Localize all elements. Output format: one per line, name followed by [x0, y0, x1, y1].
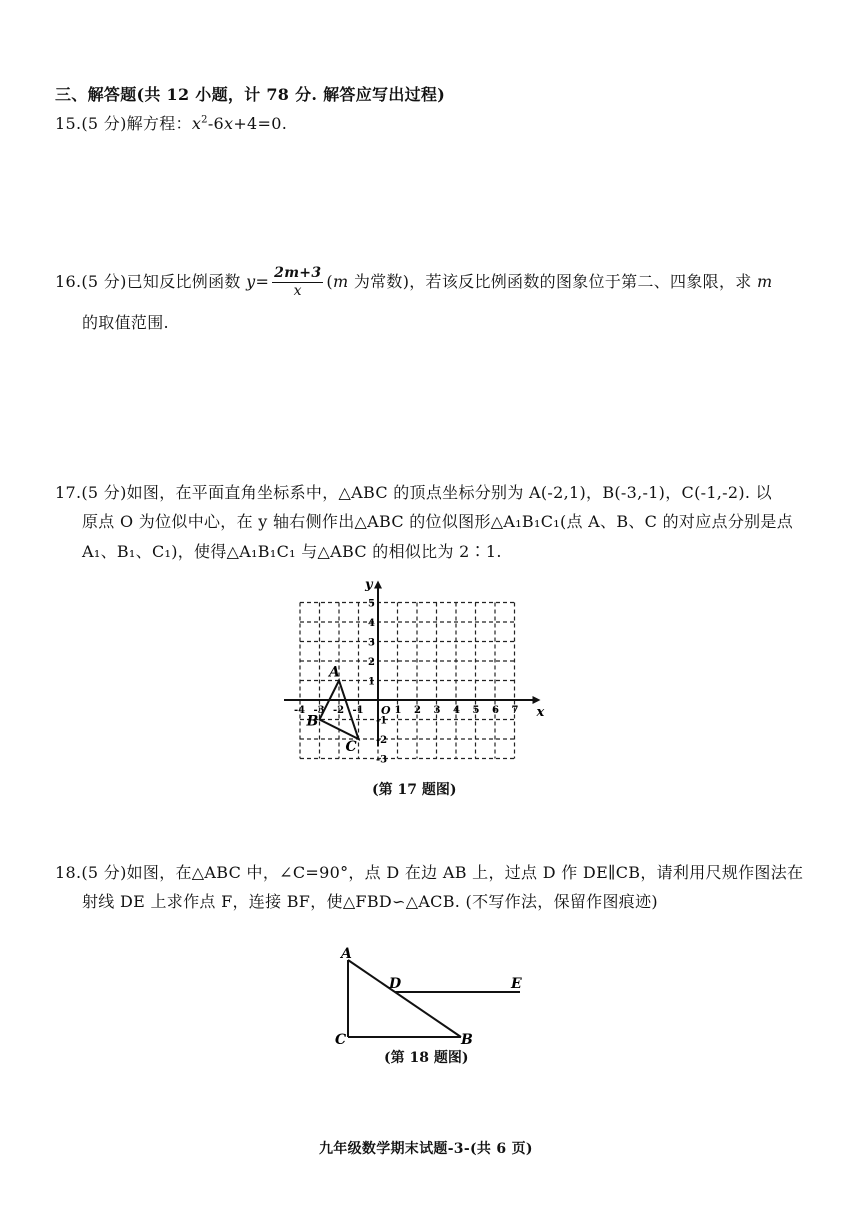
- label-b: B: [461, 1032, 473, 1048]
- x-tick-label: 5: [472, 705, 480, 716]
- x-tick-label: -1: [352, 705, 364, 716]
- q15-score: (5 分): [81, 114, 127, 133]
- x-axis-label: x: [536, 705, 545, 720]
- label-a: A: [341, 946, 352, 962]
- segment-ab: [348, 960, 461, 1037]
- q16-m-var2: m: [756, 272, 773, 291]
- q16-text1: 已知反比例函数: [126, 272, 241, 291]
- q18-line1: 如图，在△ABC 中，∠C=90°，点 D 在边 AB 上，过点 D 作 DE∥CB，请利用尺规作图法在: [126, 863, 804, 882]
- q18-caption: (第 18 题图): [384, 1050, 469, 1066]
- x-tick-label: 4: [453, 705, 460, 716]
- x-tick-label: 1: [394, 705, 402, 716]
- q15-eq-tail: +4=0.: [233, 114, 288, 133]
- x-tick-label: -3: [313, 705, 325, 716]
- x-axis-arrow: [533, 696, 541, 704]
- q17-coordinate-graph: [280, 565, 550, 780]
- page-footer: 九年级数学期末试题-3-(共 6 页): [319, 1141, 533, 1157]
- label-c: C: [335, 1032, 347, 1048]
- q17-caption: (第 17 题图): [372, 782, 457, 798]
- q18-triangle-figure: [325, 940, 535, 1050]
- y-tick-label: 4: [368, 618, 375, 629]
- q17-line2: 原点 O 为位似中心，在 y 轴右侧作出△ABC 的位似图形△A₁B₁C₁(点 A、B、C 的对应点分别是点: [82, 512, 794, 531]
- x-tick-label: 2: [414, 705, 421, 716]
- x-tick-label: 7: [511, 705, 519, 716]
- q15-number: 15.: [55, 114, 82, 133]
- q18-score: (5 分): [81, 863, 127, 882]
- q15-prefix: 解方程：: [126, 114, 192, 133]
- question-15: [55, 113, 287, 135]
- q16-number: 16.: [55, 272, 82, 291]
- q16-text2: (: [326, 272, 333, 291]
- q18-number: 18.: [55, 863, 82, 882]
- q16-frac-numerator: 2m+3: [274, 265, 322, 281]
- label-e: E: [511, 976, 522, 992]
- q17-number: 17.: [55, 483, 82, 502]
- y-tick-label: -3: [376, 754, 388, 766]
- q15-eq-x: x: [191, 114, 202, 133]
- tick-labels: [294, 599, 519, 766]
- grid: [300, 603, 515, 759]
- q16-fraction: [272, 265, 323, 300]
- y-tick-label: -2: [376, 735, 388, 746]
- q15-eq-coef: -6: [207, 114, 224, 133]
- x-tick-label: -4: [294, 705, 306, 716]
- x-tick-label: 6: [492, 705, 499, 716]
- question-16: [55, 262, 772, 302]
- section-header: 三、解答题(共 12 小题，计 78 分. 解答应写出过程): [55, 85, 446, 104]
- question-18: [55, 862, 803, 884]
- q17-line1: 如图，在平面直角坐标系中，△ABC 的顶点坐标分别为 A(-2,1)，B(-3,-1)，C(-1,-2). 以: [126, 483, 772, 502]
- q17-line3: A₁、B₁、C₁)，使得△A₁B₁C₁ 与△ABC 的相似比为 2∶1.: [82, 542, 502, 561]
- y-tick-label: 2: [368, 657, 375, 668]
- q16-score: (5 分): [81, 272, 127, 291]
- y-tick-label: 1: [368, 676, 375, 688]
- q15-eq-x2: x: [224, 114, 234, 133]
- q16-y-equals: y=: [246, 272, 270, 291]
- q17-score: (5 分): [81, 483, 127, 502]
- x-tick-label: 3: [433, 705, 441, 716]
- q16-frac-denominator: x: [293, 283, 302, 299]
- question-17: [55, 482, 772, 504]
- q15-eq-exponent: 2: [201, 114, 208, 126]
- y-tick-label: 3: [368, 637, 375, 649]
- q18-line2: 射线 DE 上求作点 F，连接 BF，使△FBD∽△ACB. (不写作法，保留作图痕迹): [82, 892, 658, 911]
- y-axis-arrow: [374, 581, 382, 589]
- label-d: D: [389, 976, 402, 992]
- y-tick-label: 5: [368, 598, 375, 610]
- x-tick-label: -2: [333, 705, 345, 716]
- q16-m-var: m: [332, 272, 349, 291]
- origin-label: O: [381, 704, 391, 717]
- point-label-c: C: [345, 739, 357, 755]
- q16-text3: 为常数)，若该反比例函数的图象位于第二、四象限，求: [353, 272, 752, 291]
- y-tick-label: -1: [376, 715, 388, 727]
- point-label-b: B: [306, 713, 319, 730]
- point-label-a: A: [329, 664, 340, 681]
- q16-line2: 的取值范围.: [82, 313, 169, 332]
- y-axis-label: y: [365, 577, 373, 593]
